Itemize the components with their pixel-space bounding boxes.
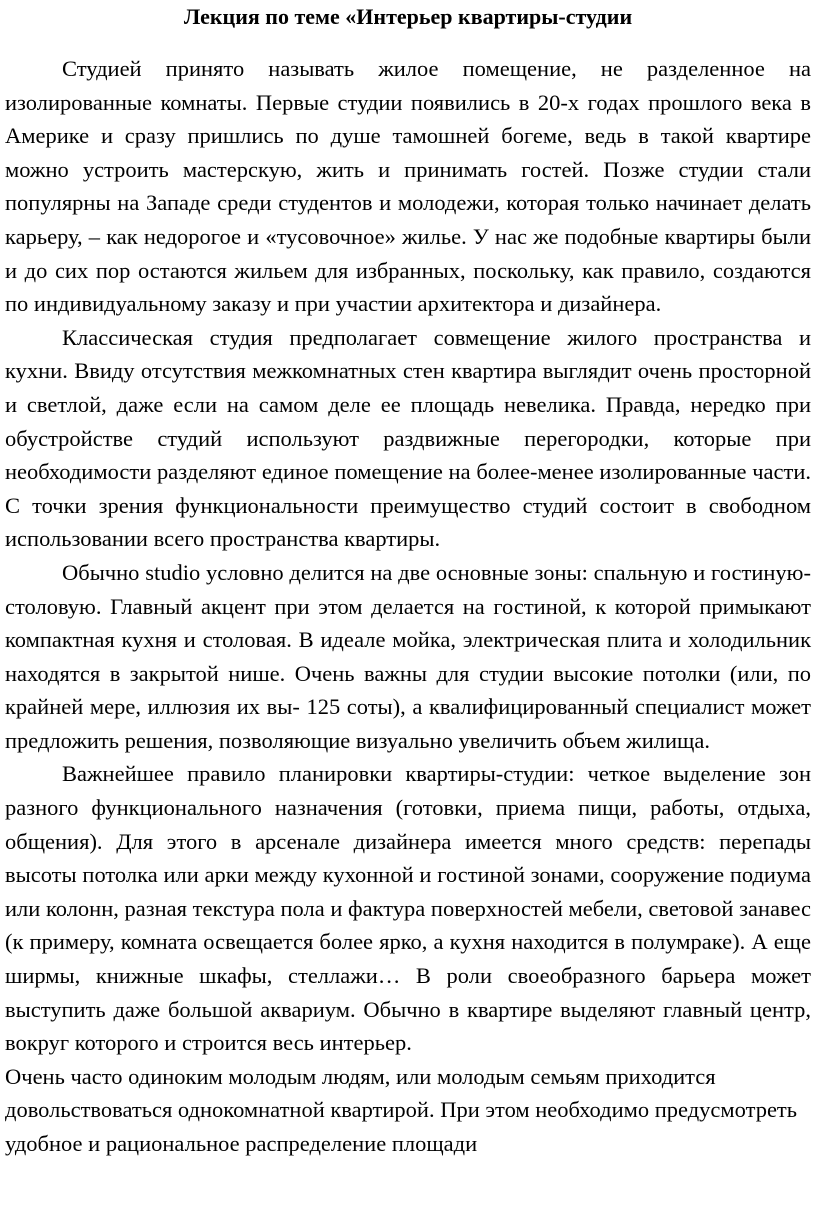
paragraph-planning-rule: Важнейшее правило планировки квартиры-студии: четкое выделение зон разного функционального назначения (готовки, приема пищи, работы, отдыха, общения). Для этого в арсенале дизайнера имеется много средств: перепады высоты потолка или арки между кухонной и гостиной зонами, сооружение подиума или колонн, разная текстура пола и фактура поверхностей мебели, световой занавес (к примеру, комната освещается более ярко, а кухня находится в полумраке). А еще ширмы, книжные шкафы, стеллажи… В роли своеобразного барьера может выступить даже большой аквариум. Обычно в квартире выделяют главный центр, вокруг которого и строится весь интерьер. [5,761,811,1056]
paragraph-one-room-apartment: Очень часто одиноким молодым людям, или молодым семьям приходится довольствоваться однокомнатной квартирой. При этом необходимо предусмотреть удобное и рациональное распределение площади [5,1063,798,1156]
document-body [5,52,811,1161]
document-title: Лекция по теме «Интерьер квартиры-студии [183,4,633,29]
paragraph-studio-zones: Обычно studio условно делится на две основные зоны: спальную и гостиную-столовую. Главный акцент при этом делается на гостиной, к которой примыкают компактная кухня и столовая. В идеале мойка, электрическая плита и холодильник находятся в закрытой нише. Очень важны для студии высокие потолки (или, по крайней мере, иллюзия их вы- 125 соты), а квалифицированный специалист может предложить решения, позволяющие визуально увеличить объем жилища. [5,559,811,753]
paragraph-studio-definition: Студией принято называть жилое помещение, не разделенное на изолированные комнаты. Первые студии появились в 20-х годах прошлого века в Америке и сразу пришлись по душе тамошней богеме, ведь в такой квартире можно устроить мастерскую, жить и принимать гостей. Позже студии стали популярны на Западе среди студентов и молодежи, которая только начинает делать карьеру, – как недорогое и «тусовочное» жилье. У нас же подобные квартиры были и до сих пор остаются жильем для избранных, поскольку, как правило, создаются по индивидуальному заказу и при участии архитектора и дизайнера. [5,56,811,317]
paragraph-classic-studio: Классическая студия предполагает совмещение жилого пространства и кухни. Ввиду отсутствия межкомнатных стен квартира выглядит очень просторной и светлой, даже если на самом деле ее площадь невелика. Правда, нередко при обустройстве студий используют раздвижные перегородки, которые при необходимости разделяют единое помещение на более-менее изолированные части. С точки зрения функциональности преимущество студий состоит в свободном использовании всего пространства квартиры. [5,324,811,552]
